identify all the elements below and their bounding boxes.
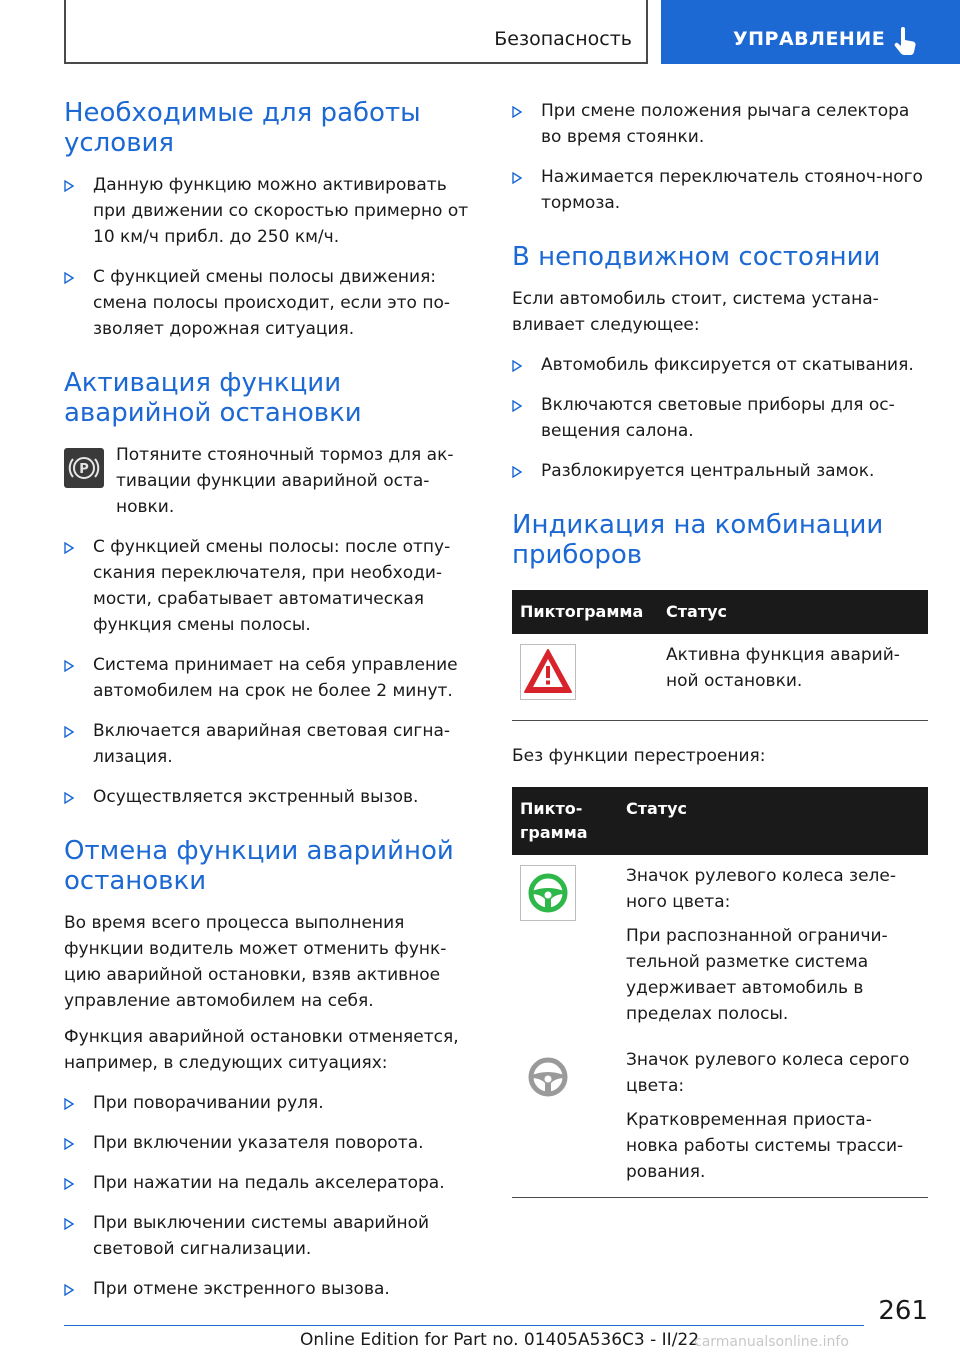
page-number: 261 bbox=[878, 1296, 928, 1326]
list-item: При поворачивании руля. bbox=[64, 1090, 476, 1116]
list-item: С функцией смены полосы: после отпу-скания переключателя, при необходи-мости, срабатывает автоматическая функция смены полосы. bbox=[64, 534, 476, 638]
cancel-paragraph: Функция аварийной остановки отменяется, например, в следующих ситуациях: bbox=[64, 1027, 459, 1073]
cancel-paragraph: Во время всего процесса выполнения функции водитель может отменить функ-цию аварийной остановки, взяв активное управление автомобилем на себя. bbox=[64, 913, 447, 1011]
list-item: При нажатии на педаль акселератора. bbox=[64, 1170, 476, 1196]
bullet-triangle-icon bbox=[64, 180, 74, 192]
status-text: Значок рулевого колеса зеле-ного цвета: bbox=[626, 866, 896, 912]
no-lane-change-label: Без функции перестроения: bbox=[512, 746, 766, 766]
status-text: Кратковременная приоста-новка работы системы трасси-рования. bbox=[626, 1110, 904, 1182]
status-text: Активна функция аварий-ной остановки. bbox=[658, 634, 928, 721]
bullet-triangle-icon bbox=[64, 1218, 74, 1230]
table-row bbox=[512, 1039, 928, 1198]
bullet-triangle-icon bbox=[64, 792, 74, 804]
gray-steering-wheel-icon bbox=[520, 1049, 576, 1105]
header-chapter-tab bbox=[661, 0, 960, 64]
bullet-triangle-icon bbox=[64, 542, 74, 554]
heading-stationary: В неподвижном состоянии bbox=[512, 242, 881, 272]
heading-activation: Активация функции аварийной остановки bbox=[64, 368, 362, 428]
list-item: Нажимается переключатель стояноч-ного тормоза. bbox=[512, 164, 928, 216]
table-header: Пикто-грамма bbox=[512, 787, 618, 855]
bullet-triangle-icon bbox=[64, 660, 74, 672]
watermark: carmanualsonline.info bbox=[694, 1334, 849, 1350]
list-item: Разблокируется центральный замок. bbox=[512, 458, 928, 484]
status-text: При распознанной ограничи-тельной разметке система удерживает автомобиль в пределах полосы. bbox=[626, 926, 888, 1024]
table-header: Статус bbox=[618, 787, 928, 855]
bullet-triangle-icon bbox=[64, 1284, 74, 1296]
list-item: Система принимает на себя управление автомобилем на срок не более 2 минут. bbox=[64, 652, 476, 704]
green-steering-wheel-icon bbox=[520, 865, 576, 921]
list-item: При включении указателя поворота. bbox=[64, 1130, 476, 1156]
warning-triangle-icon bbox=[520, 644, 576, 700]
parking-brake-instruction: P Потяните стояночный тормоз для ак-тивации функции аварийной оста-новки. bbox=[64, 442, 476, 520]
bullet-triangle-icon bbox=[512, 466, 522, 478]
list-item: Включается аварийная световая сигна-лизация. bbox=[64, 718, 476, 770]
list-item: Данную функцию можно активировать при движении со скоростью примерно от 10 км/ч прибл. до 250 км/ч. bbox=[64, 172, 476, 250]
stationary-paragraph: Если автомобиль стоит, система устана-вливает следующее: bbox=[512, 289, 879, 335]
bullet-triangle-icon bbox=[64, 1138, 74, 1150]
bullet-triangle-icon bbox=[64, 726, 74, 738]
header-section-box bbox=[64, 0, 648, 64]
footer-edition: Online Edition for Part no. 01405A536C3 - II/22 bbox=[300, 1330, 700, 1350]
footer-divider bbox=[64, 1325, 864, 1326]
status-text: Значок рулевого колеса серого цвета: bbox=[626, 1050, 910, 1096]
right-column bbox=[512, 98, 928, 1220]
header-section-title: Безопасность bbox=[494, 28, 632, 50]
table-row bbox=[512, 634, 928, 721]
svg-text:P: P bbox=[79, 462, 89, 477]
steering-indicator-table bbox=[512, 787, 928, 1198]
table-header: Пиктограмма bbox=[512, 590, 658, 634]
list-item: При отмене экстренного вызова. bbox=[64, 1276, 476, 1302]
indicator-table bbox=[512, 590, 928, 721]
bullet-triangle-icon bbox=[64, 1098, 74, 1110]
list-item: При выключении системы аварийной световой сигнализации. bbox=[64, 1210, 476, 1262]
list-item: С функцией смены полосы движения: смена полосы происходит, если это по-зволяет дорожная ситуация. bbox=[64, 264, 476, 342]
heading-conditions: Необходимые для работы условия bbox=[64, 98, 421, 158]
table-row bbox=[512, 855, 928, 1039]
bullet-triangle-icon bbox=[512, 400, 522, 412]
hand-pointer-icon bbox=[893, 26, 919, 56]
heading-cancel: Отмена функции аварийной остановки bbox=[64, 836, 454, 896]
header-chapter-title: УПРАВЛЕНИЕ bbox=[733, 28, 886, 50]
list-item: Включаются световые приборы для ос-вещения салона. bbox=[512, 392, 928, 444]
bullet-triangle-icon bbox=[64, 272, 74, 284]
bullet-triangle-icon bbox=[512, 360, 522, 372]
list-item: При смене положения рычага селектора во время стоянки. bbox=[512, 98, 928, 150]
table-header: Статус bbox=[658, 590, 928, 634]
list-item: Осуществляется экстренный вызов. bbox=[64, 784, 476, 810]
left-column bbox=[64, 98, 476, 1316]
list-item: Автомобиль фиксируется от скатывания. bbox=[512, 352, 928, 378]
heading-display: Индикация на комбинации приборов bbox=[512, 510, 884, 570]
bullet-triangle-icon bbox=[512, 172, 522, 184]
bullet-triangle-icon bbox=[512, 106, 522, 118]
bullet-triangle-icon bbox=[64, 1178, 74, 1190]
parking-brake-icon bbox=[64, 448, 104, 488]
